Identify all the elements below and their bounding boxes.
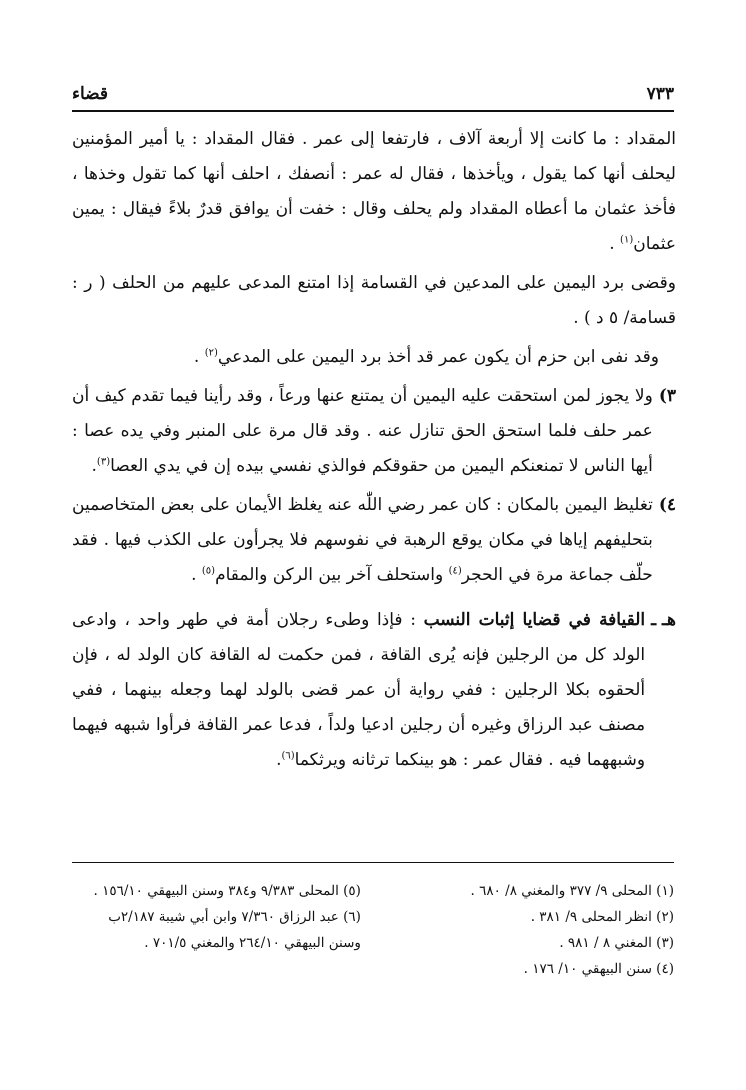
footnote-1: (١) المحلى ٩/ ٣٧٧ والمغني ٨/ ٦٨٠ .	[470, 883, 674, 899]
page-header	[72, 80, 674, 104]
section-he: هـ ـ القيافة في قضايا إثبات النسب : فإذا وطىء رجلان أمة في طهر واحد ، وادعى الولد كل من الرجلين فإنه يُرى القافة ، فمن حكمت له القافة كان الولد له ، فإن ألحقوه بكلا الرجلين : ففي رواية أن عمر قضى بالولد لهما وجعله بينهما ، ففي مصنف عبد الرزاق وغيره أن رجلين ادعيا ولداً ، فدعا عمر القافة فرأوا شبهه فيهما وشبههما فيه . فقال عمر : هو بينكما ترثانه ويرثكما$^{(٦)}$.	[72, 603, 676, 778]
section-title: قضاء	[72, 84, 109, 104]
footnote-ref-1[interactable]: (١)	[620, 234, 634, 246]
list-item-3: ٣) ولا يجوز لمن استحقت عليه اليمين أن يمتنع عنها ورعاً ، وقد رأينا فيما تقدم كيف أن عمر حلف فلما استحق الحق تنازل عنه . وقد قال مرة على المنبر وفي يده عصا : أيها الناس لا تمنعنكم اليمين من حقوقكم فوالذي نفسي بيده إن في يدي العصا$^{(٣)}$.	[72, 379, 676, 484]
item-number: ٣)	[658, 386, 676, 406]
footnotes	[72, 878, 674, 982]
footnote-ref-4[interactable]: (٤)	[448, 565, 462, 577]
page-number: ٧٣٣	[646, 84, 674, 104]
footnote-divider	[72, 862, 674, 863]
list-item-4: ٤) تغليظ اليمين بالمكان : كان عمر رضي اللّٰه عنه يغلظ الأيمان على بعض المتخاصمين بتحليفهم إياها في مكان يوقع الرهبة في نفوسهم فلا يجرأون على الكذب فيها . فقد حلّف جماعة مرة في الحجر$^{(٤)}$ واستحلف آخر بين الركن والمقام$^{(٥)}$ .	[72, 488, 676, 593]
paragraph-2: وقضى برد اليمين على المدعين في القسامة إذا امتنع المدعى عليهم من الحلف ( ر : قسامة/ ٥ د ) .	[72, 273, 676, 328]
main-text	[72, 122, 676, 778]
footnote-ref-3[interactable]: (٣)	[96, 456, 111, 468]
paragraph-3: وقد نفى ابن حزم أن يكون عمر قد أخذ برد اليمين على المدعي$^{(٢)}$ .	[193, 347, 659, 367]
footnote-2: (٢) انظر المحلى ٩/ ٣٨١ .	[530, 909, 674, 925]
footnote-ref-6[interactable]: (٦)	[281, 750, 295, 762]
footnote-5: (٥) المحلى ٩/٣٨٣ و٣٨٤ وسنن البيهقي ١٥٦/١٠ .	[93, 883, 361, 899]
item-number: ٤)	[658, 495, 676, 515]
section-label: هـ ـ	[651, 610, 676, 630]
footnotes-right-column	[385, 878, 674, 982]
footnote-ref-2[interactable]: (٢)	[204, 347, 218, 359]
footnote-4: (٤) سنن البيهقي ١٠/ ١٧٦ .	[523, 961, 674, 977]
footnote-3: (٣) المغني ٨ / ٩٨١ .	[559, 935, 674, 951]
paragraph-1: المقداد : ما كانت إلا أربعة آلاف ، فارتفعا إلى عمر . فقال المقداد : يا أمير المؤمنين ليحلف أنها كما يقول ، ويأخذها ، فقال له عمر : أنصفك ، احلف أنها كما تقول وخذها ، فأخذ عثمان ما أعطاه المقداد ولم يحلف وقال : خفت أن يوافق قدرٌ بلاءً فيقال : يمين عثمان$^{(١)}$ .	[72, 129, 676, 254]
footnote-6: (٦) عبد الرزاق ٧/٣٦٠ وابن أبي شيبة ٢/١٨٧ب وسنن البيهقي ٢٦٤/١٠ والمغني ٧٠١/٥ .	[108, 909, 361, 951]
section-heading: القيافة في قضايا إثبات النسب	[423, 610, 646, 630]
header-divider	[72, 110, 674, 112]
footnotes-left-column	[72, 878, 361, 982]
footnote-ref-5[interactable]: (٥)	[201, 565, 216, 577]
